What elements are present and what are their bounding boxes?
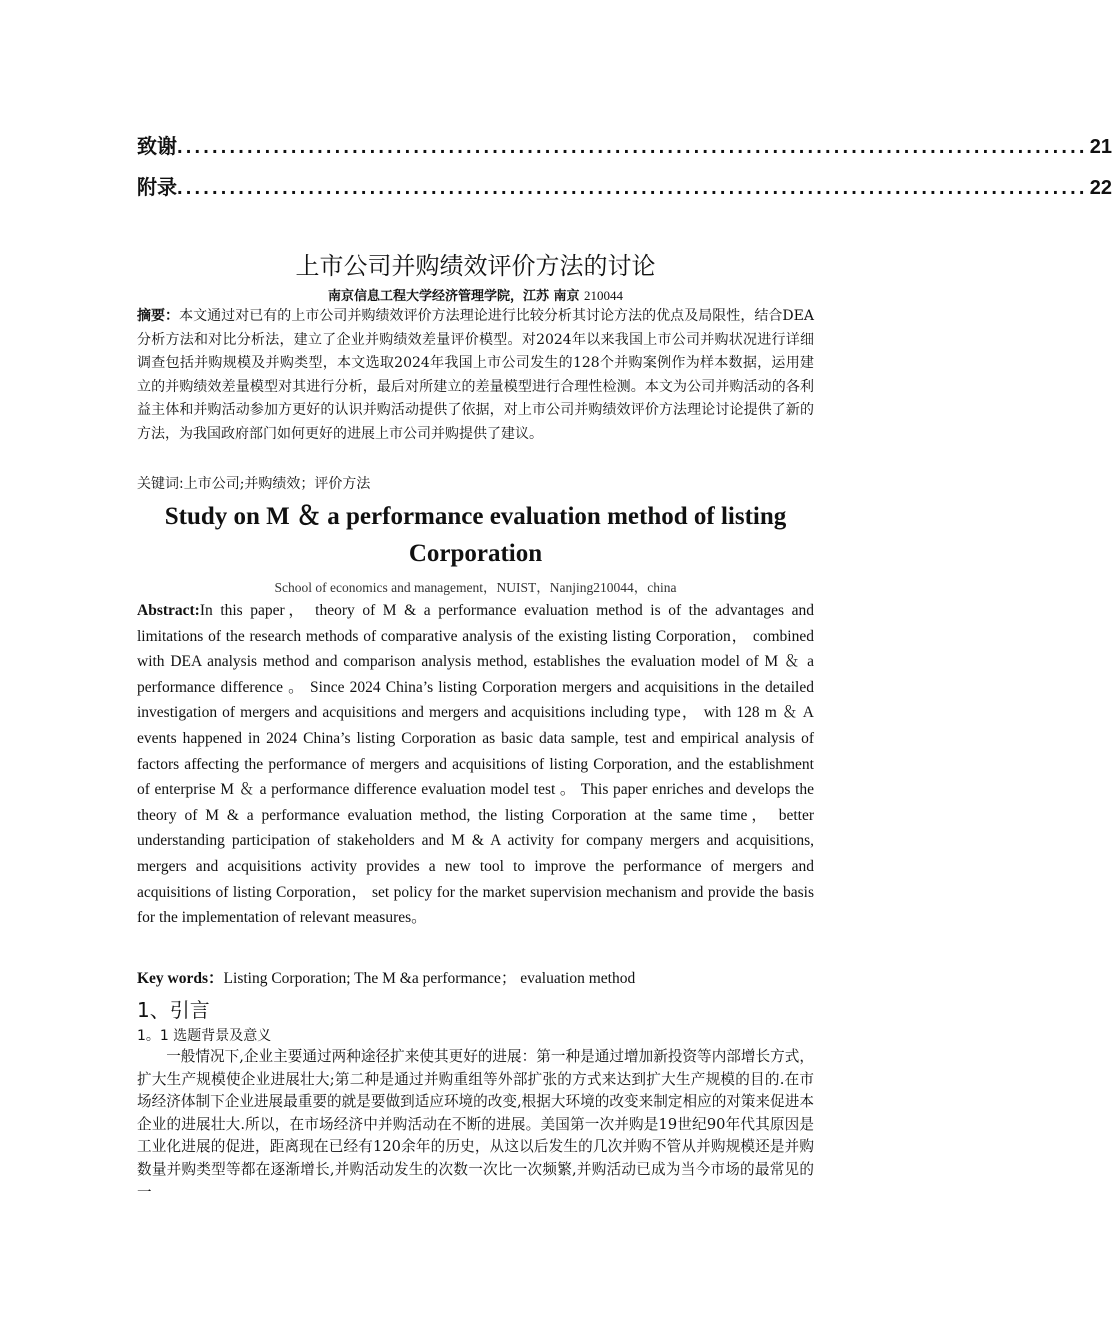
- english-keywords: [137, 966, 814, 988]
- toc-leader-dots: ........................................................................................................: [177, 177, 1088, 199]
- keywords-text: 上市公司;并购绩效；评价方法: [183, 476, 371, 492]
- keywords-label: Key words：: [137, 970, 224, 987]
- abstract-text: 本文通过对已有的上市公司并购绩效评价方法理论进行比较分析其讨论方法的优点及局限性，结合DEA分析方法和对比分析法，建立了企业并购绩效差量评价模型。对2024年以来我国上市公司并购状况进行详细调查包括并购规模及并购类型，本文选取2024年我国上市公司发生的128个并购案例作为样本数据，运用建立的并购绩效差量模型对其进行分析，最后对所建立的差量模型进行合理性检测。本文为公司并购活动的各利益主体和并购活动参加方更好的认识并购活动提供了依据，对上市公司并购绩效评价方法理论讨论提供了新的方法，为我国政府部门如何更好的进展上市公司并购提供了建议。: [137, 308, 814, 442]
- keywords-text: Listing Corporation; The M &a performance； evaluation method: [223, 970, 636, 987]
- abstract-text: In this paper， theory of M & a performance evaluation method is of the advantages and limitations of the research methods of comparative analysis of the existing listing Corporation， combined with DEA analysis method and comparison analysis method, establishes the evaluation model of M ＆ a performance difference 。 Since 2024 China’s listing Corporation mergers and acquisitions in the detailed investigation of mergers and acquisitions and mergers and acquisitions including type， with 128 m ＆ A events happened in 2024 China’s listing Corporation as basic data sample, test and empirical analysis of factors affecting the performance of mergers and acquisitions of listing Corporation, and the establishment of enterprise M ＆ a performance difference evaluation model test 。 This paper enriches and develops the theory of M & a performance evaluation method, the listing Corporation at the same time， better understanding participation of stakeholders and M & A activity for company mergers and acquisitions, mergers and acquisitions activity provides a new tool to improve the performance of mergers and acquisitions of listing Corporation， set policy for the market supervision mechanism and provide the basis for the implementation of relevant measures。: [137, 602, 814, 927]
- abstract-label: Abstract:: [137, 602, 200, 619]
- chinese-affiliation: [137, 285, 814, 304]
- english-title: Study on M ＆ a performance evaluation method of listing Corporation: [164, 503, 787, 567]
- english-abstract: [137, 598, 814, 931]
- toc-label: 致谢: [137, 136, 177, 158]
- toc-entry-acknowledgements[interactable]: [137, 130, 1112, 159]
- keywords-label: 关键词:: [137, 476, 184, 492]
- section-heading: 1、引言: [137, 998, 210, 1022]
- chinese-keywords: [137, 473, 814, 493]
- body-paragraph: 一般情况下,企业主要通过两种途径扩来使其更好的进展：第一种是通过增加新投资等内部增长方式，扩大生产规模使企业进展壮大;第二种是通过并购重组等外部扩张的方式来达到扩大生产规模的目的.在市场经济体制下企业进展最重要的就是要做到适应环境的改变,根据大环境的改变来制定相应的对策来促进本企业的进展壮大.所以，在市场经济中并购活动在不断的进展。美国第一次并购是19世纪90年代其原因是工业化进展的促进，距离现在已经有120余年的历史，从这以后发生的几次并购不管从并购规模还是并购数量并购类型等都在逐渐增长,并购活动发生的次数一次比一次频繁,并购活动已成为当今市场的最常见的一: [137, 1048, 814, 1201]
- chinese-abstract: [137, 305, 814, 446]
- toc-page-number: 22: [1089, 177, 1112, 199]
- toc-entry-appendix[interactable]: [137, 171, 1112, 200]
- subsection-heading: 1。1 选题背景及意义: [137, 1028, 272, 1044]
- affiliation-text: 南京信息工程大学经济管理学院，江苏 南京: [327, 289, 580, 304]
- toc-page-number: 21: [1089, 136, 1112, 158]
- abstract-label: 摘要：: [137, 308, 180, 324]
- postcode: 210044: [584, 288, 624, 303]
- chinese-title: 上市公司并购绩效评价方法的讨论: [295, 252, 656, 280]
- toc-leader-dots: ........................................................................................................: [177, 136, 1088, 158]
- english-affiliation: School of economics and management，NUIST，Nanjing210044，china: [274, 580, 677, 595]
- toc-label: 附录: [137, 177, 177, 199]
